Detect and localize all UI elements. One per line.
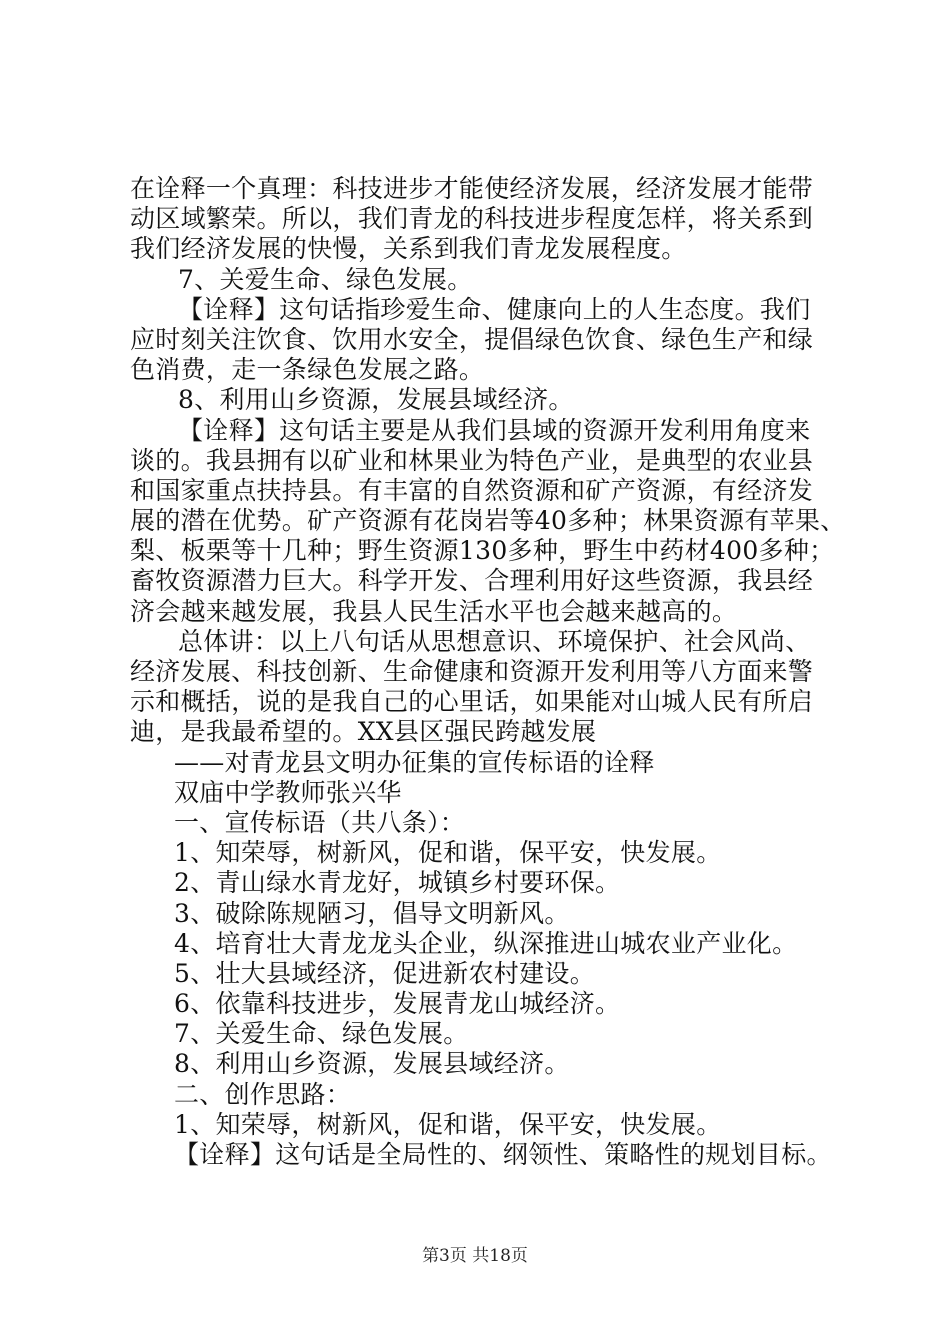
text-line: 畜牧资源潜力巨大。科学开发、合理利用好这些资源，我县经 <box>130 566 814 596</box>
list-item: 4、培育壮大青龙龙头企业，纵深推进山城农业产业化。 <box>174 928 798 958</box>
text-line: 济会越来越发展，我县人民生活水平也会越来越高的。 <box>130 596 738 626</box>
list-item: 3、破除陈规陋习，倡导文明新风。 <box>174 898 570 928</box>
list-item: 1、知荣辱，树新风，促和谐，保平安，快发展。 <box>174 838 722 868</box>
text-line: 色消费，走一条绿色发展之路。 <box>130 355 485 385</box>
list-item: 5、壮大县域经济，促进新农村建设。 <box>174 958 596 988</box>
section-heading: 二、创作思路： <box>174 1079 352 1109</box>
author-line: 双庙中学教师张兴华 <box>174 777 402 807</box>
text-line: 动区域繁荣。所以，我们青龙的科技进步程度怎样，将关系到 <box>130 204 814 234</box>
list-item: 8、利用山乡资源，发展县域经济。 <box>174 1049 570 1079</box>
page-number: 第3页 共18页 <box>422 1246 528 1266</box>
text-line: 【诠释】这句话是全局性的、纲领性、策略性的规划目标。 <box>174 1140 832 1169</box>
text-line: 展的潜在优势。矿产资源有花岗岩等40多种；林果资源有苹果、 <box>130 506 846 536</box>
text-line: 应时刻关注饮食、饮用水安全，提倡绿色饮食、绿色生产和绿 <box>130 324 814 354</box>
list-item: 2、青山绿水青龙好，城镇乡村要环保。 <box>174 868 621 898</box>
text-line: 我们经济发展的快慢，关系到我们青龙发展程度。 <box>130 234 687 264</box>
text-line: 【诠释】这句话指珍爱生命、健康向上的人生态度。我们 <box>178 294 811 324</box>
list-item: 1、知荣辱，树新风，促和谐，保平安，快发展。 <box>174 1109 722 1139</box>
text-line: 迪，是我最希望的。XX县区强民跨越发展 <box>130 717 597 747</box>
text-line: 经济发展、科技创新、生命健康和资源开发利用等八方面来警 <box>130 657 814 686</box>
text-line: 示和概括，说的是我自己的心里话，如果能对山城人民有所启 <box>130 687 814 717</box>
text-line: 总体讲：以上八句话从思想意识、环境保护、社会风尚、 <box>178 626 811 656</box>
text-line: 和国家重点扶持县。有丰富的自然资源和矿产资源，有经济发 <box>130 475 814 505</box>
list-item: 7、关爱生命、绿色发展。 <box>174 1019 469 1049</box>
slogan-heading: 8、利用山乡资源，发展县域经济。 <box>178 385 574 415</box>
list-item: 6、依靠科技进步，发展青龙山城经济。 <box>174 989 621 1019</box>
text-line: 在诠释一个真理：科技进步才能使经济发展，经济发展才能带 <box>130 174 814 203</box>
section-heading: 一、宣传标语（共八条）： <box>174 807 466 837</box>
text-line: 谈的。我县拥有以矿业和林果业为特色产业，是典型的农业县 <box>130 445 814 475</box>
subtitle: ——对青龙县文明办征集的宣传标语的诠释 <box>174 747 655 777</box>
text-line: 梨、板栗等十几种；野生资源130多种，野生中药材400多种； <box>130 536 835 566</box>
slogan-heading: 7、关爱生命、绿色发展。 <box>178 264 473 294</box>
text-line: 【诠释】这句话主要是从我们县域的资源开发利用角度来 <box>178 415 811 445</box>
document-body <box>130 174 846 1170</box>
